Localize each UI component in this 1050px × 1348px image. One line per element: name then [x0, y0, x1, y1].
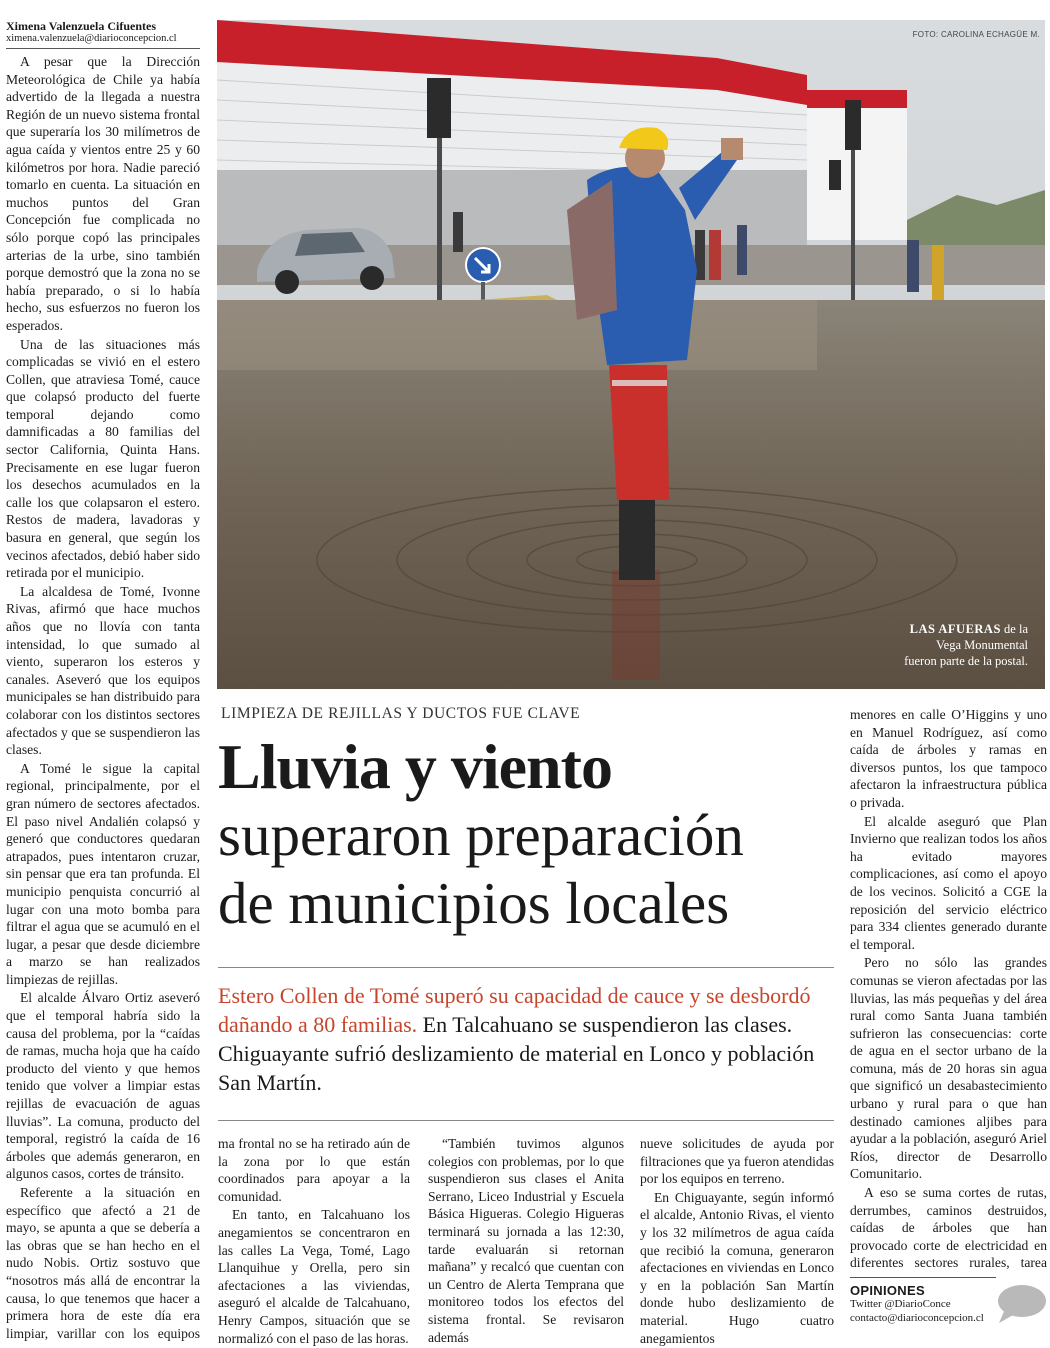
opinions-twitter[interactable]: Twitter @DiarioConce	[850, 1298, 951, 1310]
paragraph: En tanto, en Talcahuano los anegamientos se concentraron en las calles La Vega, Tomé, Lago Llanquihue y Orella, pero sin afectaciones a las viviendas, aseguró el alcalde de Talcahuano, Henry Campos, situación que se normalizó con el paso de las horas.	[218, 1207, 410, 1346]
byline-divider	[6, 48, 200, 49]
speech-bubble-icon	[995, 1283, 1047, 1325]
article-column-middle-1	[218, 1135, 410, 1347]
paragraph: A eso se suma cortes de rutas, derrumbes, caminos destruidos, caídas de árboles que han provocado corte de electricidad en diferentes sectores rurales, tarea	[850, 1185, 1047, 1271]
headline-bold: Lluvia y viento	[218, 731, 612, 802]
paragraph: A Tomé le sigue la capital regional, principalmente, por el gran número de sectores afectados. El paso nivel Andalién colapsó y generó que conductores quedaran atrapados, pues intentaron cruzar, sin pensar que era tan profunda. El municipio penquista concurrió al lugar con una moto bomba para filtrar el agua que se acumuló en el lugar, a pesar que desde diciembre a marzo se han realizados limpiezas de rejillas.	[6, 760, 200, 987]
author-email: ximena.valenzuela@diarioconcepcion.cl	[6, 33, 177, 44]
kicker: LIMPIEZA DE REJILLAS Y DUCTOS FUE CLAVE	[221, 705, 581, 722]
news-photo	[217, 20, 1045, 689]
paragraph: Referente a la situación en específico que afectó a 21 de mayo, se apunta a que se debería a las obras que se han hecho en el nudo Nobis. Ortiz sostuvo que “nosotros más allá de encontrar la causa, lo que tenemos que hacer a primera hora de este día era limpiar, varillar con los equipos	[6, 1185, 200, 1341]
paragraph: En Chiguayante, según informó el alcalde, Antonio Rivas, el viento y los 32 milímetros de agua caída que recibió la comuna, generaron afectaciones en viviendas en Lonco y en la población San Martín donde hubo deslizamiento de material. Hugo cuatro anegamientos	[640, 1189, 834, 1346]
deck-text: En Talcahuano se suspendieron las clases. Chiguayante sufrió deslizamiento de material en Lonco y población San Martín.	[218, 1012, 815, 1095]
caption-text: Vega Monumental	[936, 638, 1028, 652]
paragraph: El alcalde Álvaro Ortiz aseveró que el temporal habría sido la causa del problema, por la “caídas de ramas, mucha hoja que ha caído producto del viento y que hemos tenido que volver a limpiar estas rejillas de evacuación de aguas lluvias”. La comuna, producto del temporal, registró la caída de 16 árboles que además generaron, en algunos casos, cortes de tránsito.	[6, 990, 200, 1182]
deck-highlight: Estero Collen de Tomé superó su capacidad de cauce y se desbordó dañando a 80 familias.	[218, 983, 811, 1037]
paragraph: La alcaldesa de Tomé, Ivonne Rivas, afirmó que hace muchos años que no llovía con tanta intensidad, lo que sumado al viento, superaron los esteros y canales. Aseveró que los equipos municipales se han distribuido para colaborar con los distintos sectores afectados y que se suspendieron las clases.	[6, 583, 200, 758]
caption-text: fueron parte de la postal.	[904, 654, 1028, 668]
caption-lead: LAS AFUERAS	[909, 622, 1001, 636]
headline-line: superaron preparación	[218, 802, 744, 868]
deck-divider	[218, 967, 834, 968]
article-column-left	[6, 53, 200, 1345]
paragraph: ma frontal no se ha retirado aún de la zona por lo que están coordinados para apoyar a la comunidad.	[218, 1136, 410, 1204]
article-column-middle-2	[428, 1135, 624, 1346]
deck-divider	[218, 1120, 834, 1121]
headline-line: de municipios locales	[218, 870, 730, 936]
paragraph: A pesar que la Dirección Meteorológica de Chile ya había advertido de la llegada a nuestra Región de un nuevo sistema frontal que superaría los 30 milímetros de agua caída y vientos entre 25 y 60 kilómetros por hora. Nadie pareció tomarlo en cuenta. La situación en muchos puntos del Gran Concepción fue complicada no sólo porque copó las principales arterias de la urbe, sino también porque demostró que la zona no se había preparado, o si lo había hecho, sus esfuerzos no fueron los esperados.	[6, 54, 200, 333]
paragraph: “También tuvimos algunos colegios con problemas, por lo que suspendieron sus clases el Anita Serrano, Liceo Industrial y Escuela Básica Higueras. Colegio Higueras terminará su jornada a las 12:30, tarde evaluarán si retornan mañana” y recalcó que cuentan con un Centro de Alerta Temprana que monitoreo todos los efectos del sistema frontal. Se revisaron además	[428, 1136, 624, 1345]
photo-caption	[868, 621, 1028, 669]
paragraph: nueve solicitudes de ayuda por filtraciones que ya fueron atendidas por los equipos en terreno.	[640, 1136, 835, 1187]
photo-credit: FOTO: CAROLINA ECHAGÜE M.	[912, 30, 1040, 39]
deck	[218, 981, 834, 1097]
paragraph: Pero no sólo las grandes comunas se vieron afectadas por las lluvias, las más pequeñas y del área rural como Santa Juana también sufrieron las consecuencias: corte de agua en el sector urbano de la comuna, más de 20 horas sin agua que significó un desabastecimiento urbano y rural para o que han destinado camiones aljibes para ayudar a la población, aseguró Ariel Ríos, director de Desarrollo Comunitario.	[850, 955, 1047, 1182]
article-column-right	[850, 706, 1047, 1272]
paragraph: Una de las situaciones más complicadas se vivió en el estero Collen, que atraviesa Tomé, cauce que colapsó producto del fuerte temporal dejando como damnificadas a 80 familias del sector California, Quinta Hans. Precisamente en ese lugar fueron los desechos acumulados en la calle los que colapsaron el estero. Restos de madera, lavadoras y basura en general, que según los vecinos afectados, debió haber sido retirada por el municipio.	[6, 336, 200, 581]
opinions-title: OPINIONES	[850, 1283, 925, 1298]
opinions-email[interactable]: contacto@diarioconcepcion.cl	[850, 1312, 984, 1324]
flooded-street-illustration	[217, 20, 1045, 689]
paragraph: El alcalde aseguró que Plan Invierno que realizan todos los años ha evitado mayores complicaciones, así como el apoyo de los vecinos. Solicitó a CGE la reposición del servicio eléctrico para 334 clientes generado durante el temporal.	[850, 813, 1047, 952]
paragraph: menores en calle O’Higgins y uno en Manuel Rodríguez, así como caída de árboles y ramas en diversos puntos, los que tampoco afectaron la infraestructura pública o privada.	[850, 707, 1047, 810]
article-column-middle-3	[640, 1135, 834, 1347]
author-name: Ximena Valenzuela Cifuentes	[6, 19, 156, 33]
caption-text: de la	[1000, 622, 1028, 636]
opinions-divider	[850, 1277, 996, 1278]
